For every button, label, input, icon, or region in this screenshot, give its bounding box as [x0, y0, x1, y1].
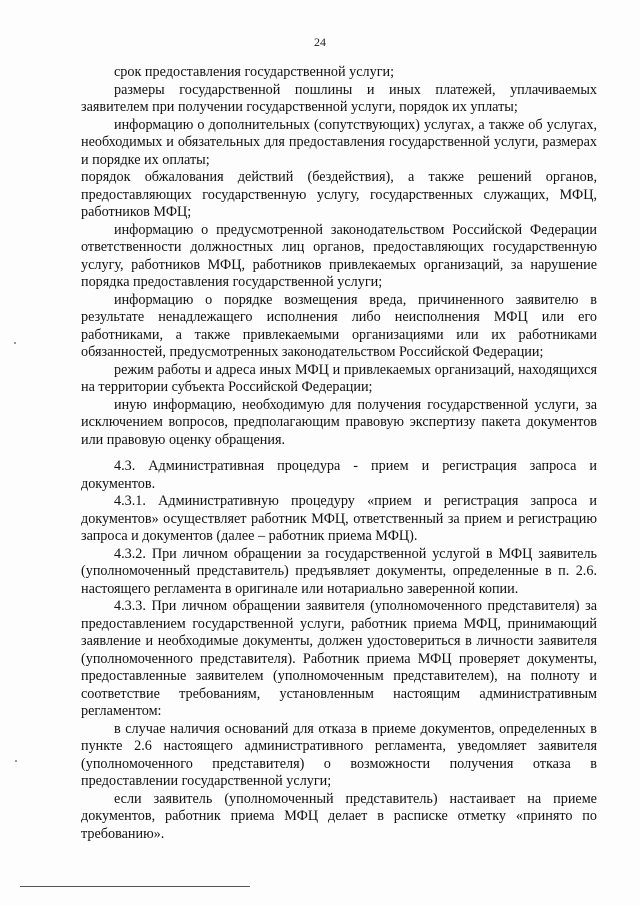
paragraph-term: срок предоставления государственной услуги; — [114, 64, 395, 80]
paragraph-additional-services: информацию о дополнительных (сопутствующих) услугах, а также об услугах, необходимых и обязательных для предоставления государственной услуги, размерах и порядке их оплаты; — [81, 116, 597, 168]
paragraph-fees: размеры государственной пошлины и иных платежей, уплачиваемых заявителем при получении государственной услуги, порядок их уплаты; — [81, 81, 597, 115]
paragraph-refusal-case: в случае наличия оснований для отказа в приеме документов, определенных в пункте 2.6 настоящего административного регламента, уведомляет заявителя (уполномоченного представителя) о возможности получения отказа в предоставлении государственной услуги; — [81, 720, 597, 789]
paragraph-appeal-procedure: порядок обжалования действий (бездействия), а также решений органов, предоставляющих государственную услугу, государственных служащих, МФЦ, работников МФЦ; — [81, 169, 597, 220]
section-4-3-2: 4.3.2. При личном обращении за государственной услугой в МФЦ заявитель (уполномоченный представитель) предъявляет документы, определенные в п. 2.6. настоящего регламента в оригинале или нотариально заверенной копии. — [81, 545, 597, 597]
paragraph-insist-case: если заявитель (уполномоченный представитель) настаивает на приеме документов, работник приема МФЦ делает в расписке отметку «принято по требованию». — [81, 790, 597, 842]
footer-rule — [20, 886, 250, 887]
document-body — [81, 64, 597, 843]
scan-speck — [15, 760, 17, 762]
paragraph-liability: информацию о предусмотренной законодательством Российской Федерации ответственности должностных лиц органов, предоставляющих государственную услугу, работников МФЦ, работников привлекаемых организаций, за нарушение порядка предоставления государственной услуги; — [81, 221, 597, 290]
section-4-3-1: 4.3.1. Административную процедуру «прием и регистрация запроса и документов» осуществляет работник МФЦ, ответственный за прием и регистрацию запроса и документов (далее – работник приема МФЦ). — [81, 493, 597, 544]
paragraph-damages: информацию о порядке возмещения вреда, причиненного заявителю в результате ненадлежащего исполнения либо неисполнения МФЦ или его работниками, а также привлекаемыми организациями или их работниками обязанностей, предусмотренных законодательством Российской Федерации; — [81, 291, 597, 360]
section-4-3-heading: 4.3. Административная процедура - прием и регистрация запроса и документов. — [81, 458, 597, 492]
paragraph-other-info: иную информацию, необходимую для получения государственной услуги, за исключением вопросов, предполагающим правовую экспертизу пакета документов или правовую оценку обращения. — [81, 396, 597, 448]
paragraph-working-hours: режим работы и адреса иных МФЦ и привлекаемых организаций, находящихся на территории субъекта Российской Федерации; — [81, 361, 597, 395]
section-4-3-3: 4.3.3. При личном обращении заявителя (уполномоченного представителя) за предоставлением государственной услуги, работник приема МФЦ, принимающий заявление и необходимые документы, должен удостовериться в личности заявителя (уполномоченного представителя). Работник приема МФЦ проверяет документы, предоставленные заявителем (уполномоченным представителем), на полноту и соответствие требованиям, установленным настоящим административным регламентом: — [81, 598, 597, 719]
page-number: 24 — [314, 35, 326, 49]
scan-speck — [14, 342, 16, 344]
